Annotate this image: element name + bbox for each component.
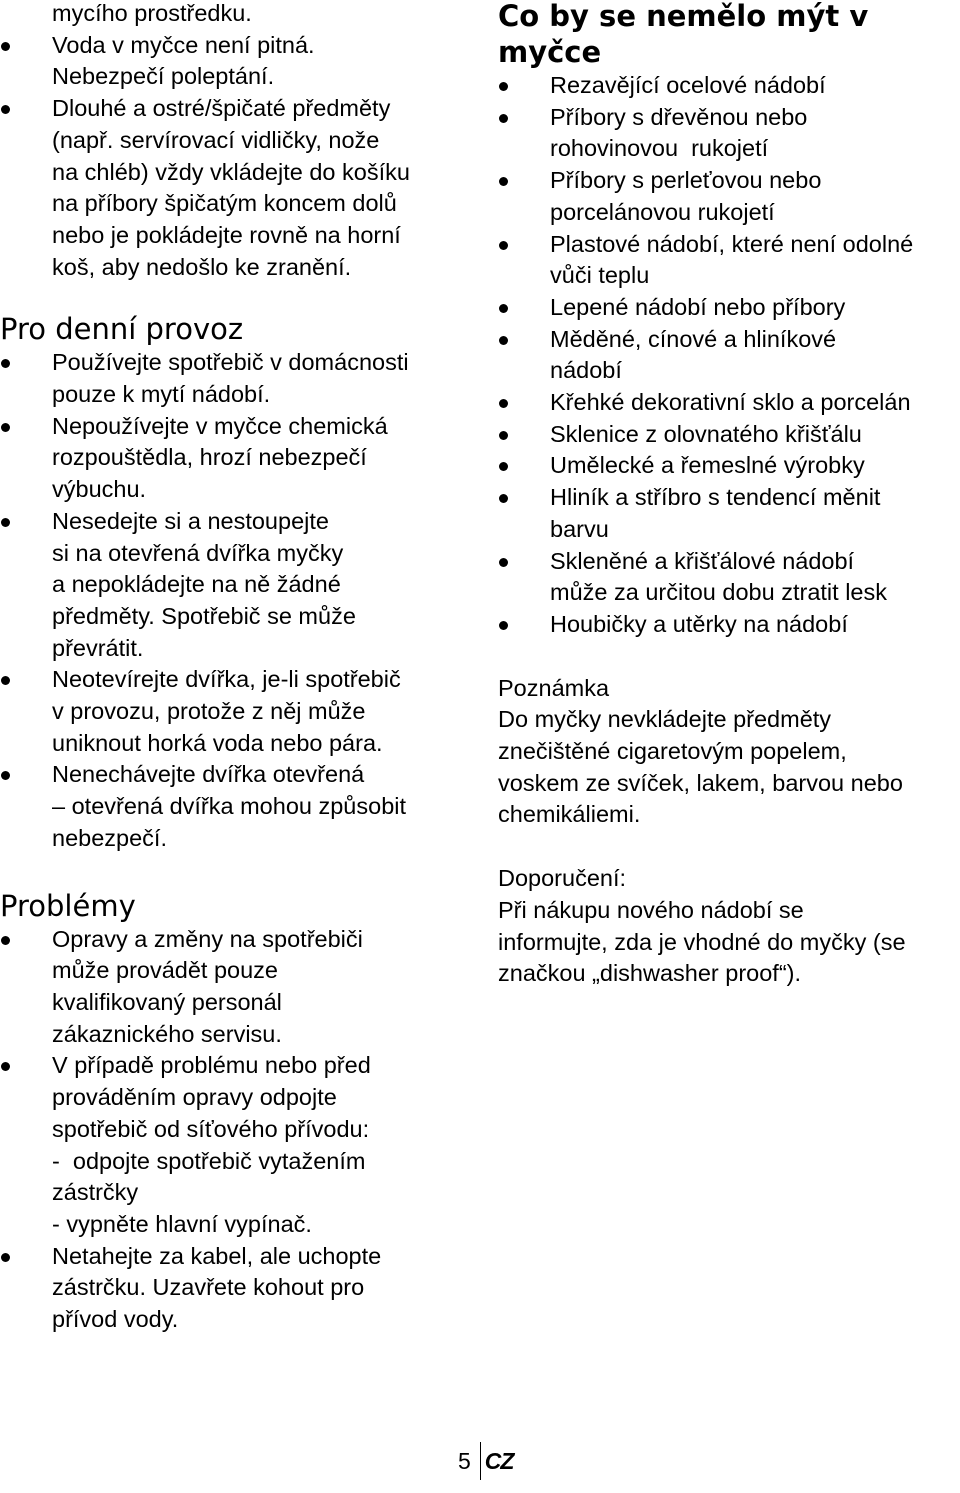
list-item: Křehké dekorativní sklo a porcelán [498, 387, 960, 419]
bullet-icon [499, 462, 508, 471]
section-heading-daily-operation: Pro denní provoz [0, 312, 244, 347]
list-item: Rezavějící ocelové nádobí [498, 70, 960, 102]
daily-operation-list [0, 347, 470, 854]
list-item: Voda v myčce není pitná. Nebezpečí poleptání. [0, 30, 470, 93]
section-heading-not-dishwasher-safe: Co by se nemělo mýt v myčce [498, 0, 869, 69]
bullet-icon [1, 1253, 10, 1262]
bullet-icon [1, 676, 10, 685]
list-item: Nesedejte si a nestoupejte si na otevřená dvířka myčky a nepokládejte na ně žádné předměty. Spotřebič se může převrátit. [0, 506, 470, 665]
bullet-icon [499, 177, 508, 186]
list-item: Používejte spotřebič v domácnosti pouze k mytí nádobí. [0, 347, 470, 410]
bullet-icon [1, 42, 10, 51]
note-label: Poznámka [498, 674, 610, 701]
page-number: 5 [458, 1448, 471, 1474]
bullet-icon [1, 936, 10, 945]
bullet-icon [1, 1062, 10, 1071]
note-text-line: chemikáliemi. [498, 801, 641, 828]
page-footer [458, 1442, 513, 1480]
recommendation-text-line: Při nákupu nového nádobí se [498, 896, 804, 923]
bullet-icon [499, 558, 508, 567]
bullet-icon [499, 82, 508, 91]
bullet-icon [499, 336, 508, 345]
list-item: Houbičky a utěrky na nádobí [498, 609, 960, 641]
recommendation-label: Doporučení: [498, 865, 627, 892]
list-item: Dlouhé a ostré/špičaté předměty (např. servírovací vidličky, nože na chléb) vždy vkládejte do košíku na příbory špičatým koncem dolů nebo je pokládejte rovně na horní koš, aby nedošlo ke zranění. [0, 93, 470, 283]
note-text-line: voskem ze svíček, lakem, barvou nebo [498, 769, 903, 796]
list-item: Příbory s perleťovou nebo porcelánovou rukojetí [498, 165, 960, 228]
bullet-icon [499, 114, 508, 123]
recommendation-text-line: značkou „dishwasher proof“). [498, 960, 802, 987]
list-item: V případě problému nebo před prováděním opravy odpojte spotřebič od síťového přívodu: - odpojte spotřebič vytažením zástrčky - vypněte hlavní vypínač. [0, 1050, 470, 1240]
not-dishwasher-safe-list [498, 70, 960, 641]
country-code-badge: CZ [484, 1448, 514, 1474]
list-item: Neotevírejte dvířka, je-li spotřebič v provozu, protože z něj může uniknout horká voda nebo pára. [0, 664, 470, 759]
list-item: Měděné, cínové a hliníkové nádobí [498, 324, 960, 387]
recommendation-text-line: informujte, zda je vhodné do myčky (se [498, 928, 906, 955]
bullet-icon [499, 241, 508, 250]
note-block [498, 673, 960, 832]
list-item: Nepoužívejte v myčce chemická rozpouštědla, hrozí nebezpečí výbuchu. [0, 411, 470, 506]
bullet-icon [499, 431, 508, 440]
list-item: Nenechávejte dvířka otevřená – otevřená dvířka mohou způsobit nebezpečí. [0, 759, 470, 854]
list-item: Netahejte za kabel, ale uchopte zástrčku. Uzavřete kohout pro přívod vody. [0, 1241, 470, 1336]
list-item: Skleněné a křišťálové nádobí může za určitou dobu ztratit lesk [498, 546, 960, 609]
intro-list [0, 30, 470, 284]
right-column [498, 0, 960, 990]
list-item: Opravy a změny na spotřebiči může provádět pouze kvalifikovaný personál zákaznického servisu. [0, 924, 470, 1051]
note-text-line: Do myčky nevkládejte předměty [498, 706, 832, 733]
bullet-icon [1, 423, 10, 432]
note-text-line: znečištěné cigaretovým popelem, [498, 738, 847, 765]
bullet-icon [499, 399, 508, 408]
bullet-icon [1, 518, 10, 527]
bullet-icon [499, 621, 508, 630]
list-item: Lepené nádobí nebo příbory [498, 292, 960, 324]
bullet-icon [1, 771, 10, 780]
recommendation-block [498, 863, 960, 990]
bullet-icon [1, 359, 10, 368]
section-heading-problems: Problémy [0, 888, 136, 923]
list-item: Příbory s dřevěnou nebo rohovinovou rukojetí [498, 102, 960, 165]
bullet-icon [1, 105, 10, 114]
problems-list [0, 924, 470, 1336]
list-item: Sklenice z olovnatého křišťálu [498, 419, 960, 451]
list-item: Hliník a stříbro s tendencí měnit barvu [498, 482, 960, 545]
text-line: mycího prostředku. [52, 0, 252, 26]
list-item: Plastové nádobí, které není odolné vůči teplu [498, 229, 960, 292]
left-column [0, 0, 470, 1336]
bullet-icon [499, 304, 508, 313]
list-item: Umělecké a řemeslné výrobky [498, 450, 960, 482]
continued-text [0, 0, 470, 30]
bullet-icon [499, 494, 508, 503]
